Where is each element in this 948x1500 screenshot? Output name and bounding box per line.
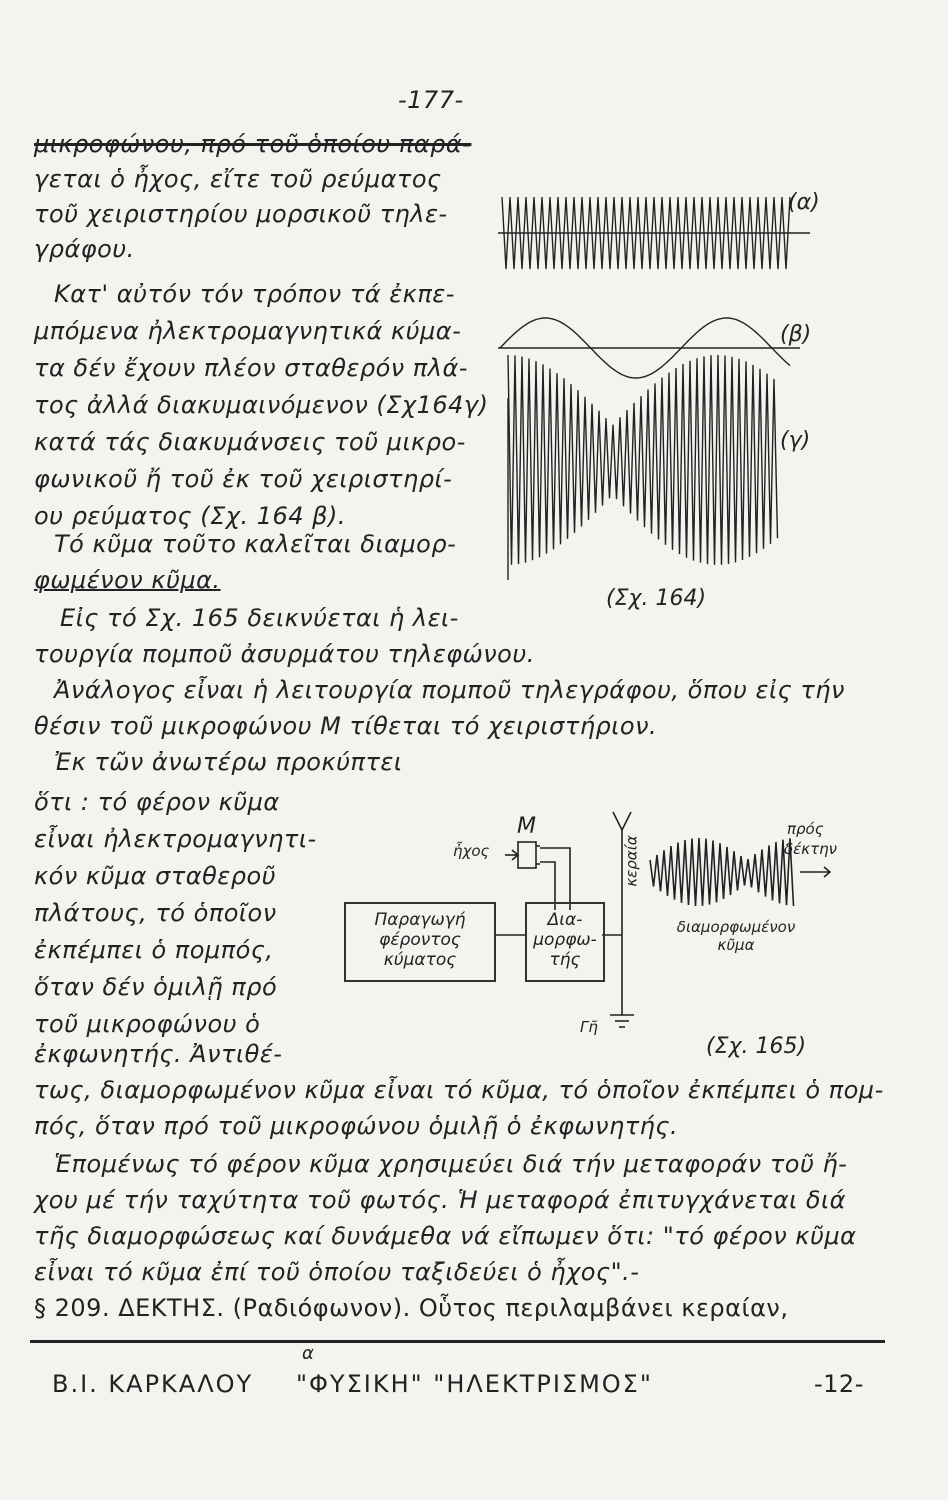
text-line: τουργία πομποῦ ἀσυρμάτου τηλεφώνου. [34,640,535,668]
carrier-generator-box: Παραγωγή φέροντος κύματος [344,902,496,982]
text-line: γράφου. [34,235,135,263]
text-line: εἶναι ἠλεκτρομαγνητι- [34,825,317,853]
text-line: ου ρεύματος (Σχ. 164 β). [34,502,346,530]
text-line: θέσιν τοῦ μικροφώνου Μ τίθεται τό χειριστήριον. [34,712,658,740]
figure-164-caption: (Σχ. 164) [606,586,707,611]
text-line: πός, ὅταν πρό τοῦ μικροφώνου ὁμιλῇ ὁ ἐκφωνητής. [34,1112,679,1140]
text-line: Ἐκ τῶν ἀνωτέρω προκύπτει [54,748,403,776]
text-line: τως, διαμορφωμένον κῦμα εἶναι τό κῦμα, τό ὁποῖον ἐκπέμπει ὁ πομ- [34,1076,884,1104]
modulator-box: Δια- μορφω- τής [525,902,605,982]
page-number: -177- [398,86,464,114]
text-line: Ἀνάλογος εἶναι ἡ λειτουργία πομποῦ τηλεγράφου, ὅπου εἰς τήν [54,676,845,704]
footer-book: "ΦΥΣΙΚΗ" "ΗΛΕΚΤΡΙΣΜΟΣ" [296,1370,653,1398]
text-line: ὅτι : τό φέρον κῦμα [34,788,280,816]
text-line: τοῦ μικροφώνου ὁ [34,1010,261,1038]
figure-164-drawing [490,170,830,620]
label-b: (β) [780,322,812,347]
label-modulated-wave: διαμορφωμένον κῦμα [676,918,796,954]
label-ground: Γῆ [580,1018,598,1036]
modulated-wave-165 [650,838,794,906]
text-line: Τό κῦμα τοῦτο καλεῖται διαμορ- [54,530,457,558]
footer-superscript: α [302,1343,315,1364]
modulated-wave-g [508,355,778,565]
text-line: κατά τάς διακυμάνσεις τοῦ μικρο- [34,428,466,456]
text-line: ἐκφωνητής. Ἀντιθέ- [34,1040,283,1068]
text-line: Κατ' αὐτόν τόν τρόπον τά ἐκπε- [54,280,455,308]
text-line: τοῦ χειριστηρίου μορσικοῦ τηλε- [34,200,448,228]
figure-165-caption: (Σχ. 165) [706,1034,807,1059]
text-line: τος ἀλλά διακυμαινόμενον (Σχ164γ) [34,391,489,419]
text-line: Ἑπομένως τό φέρον κῦμα χρησιμεύει διά τήν μεταφοράν τοῦ ἤ- [54,1150,848,1178]
label-microphone: Μ [517,814,536,839]
text-line: Εἰς τό Σχ. 165 δεικνύεται ἡ λει- [60,604,459,632]
label-towards: πρός [787,820,824,838]
figure-165 [330,790,840,1070]
text-line: ἐκπέμπει ὁ πομπός, [34,936,274,964]
label-a: (α) [788,190,820,215]
text-line: φωμένον κῦμα. [34,566,221,594]
text-line: γεται ὁ ἦχος, εἴτε τοῦ ρεύματος [34,165,442,193]
antenna-top [613,812,631,830]
text-line: κόν κῦμα σταθεροῦ [34,862,277,890]
label-antenna: κεραία [622,835,641,887]
footer-author: Β.Ι. ΚΑΡΚΑΛΟΥ [52,1370,254,1398]
label-receiver: δέκτην [784,840,838,858]
text-line: ὅταν δέν ὁμιλῇ πρό [34,973,278,1001]
text-line: πλάτους, τό ὁποῖον [34,899,277,927]
figure-164 [490,170,830,620]
text-line: φωνικοῦ ἤ τοῦ ἐκ τοῦ χειριστηρί- [34,465,453,493]
text-line: εἶναι τό κῦμα ἐπί τοῦ ὁποίου ταξιδεύει ὁ ἦχος".- [34,1258,640,1286]
label-g: (γ) [780,428,811,453]
footer-rule [30,1340,885,1343]
label-sound: ἦχος [453,842,490,860]
text-line: χου μέ τήν ταχύτητα τοῦ φωτός. Ἡ μεταφορά ἐπιτυγχάνεται διά [34,1186,846,1214]
text-line: τῆς διαμορφώσεως καί δυνάμεθα νά εἴπωμεν ὅτι: "τό φέρον κῦμα [34,1222,857,1250]
section-heading-line: § 209. ΔΕΚΤΗΣ. (Ραδιόφωνον). Οὗτος περιλαμβάνει κεραίαν, [34,1294,789,1322]
microphone-body [518,842,536,868]
text-line: μικροφώνου, πρό τοῦ ὁποίου παρά- [34,130,472,158]
text-line: μπόμενα ἠλεκτρομαγνητικά κύμα- [34,317,462,345]
text-line: τα δέν ἔχουν πλέον σταθερόν πλά- [34,354,468,382]
footer-page: -12- [814,1370,864,1398]
